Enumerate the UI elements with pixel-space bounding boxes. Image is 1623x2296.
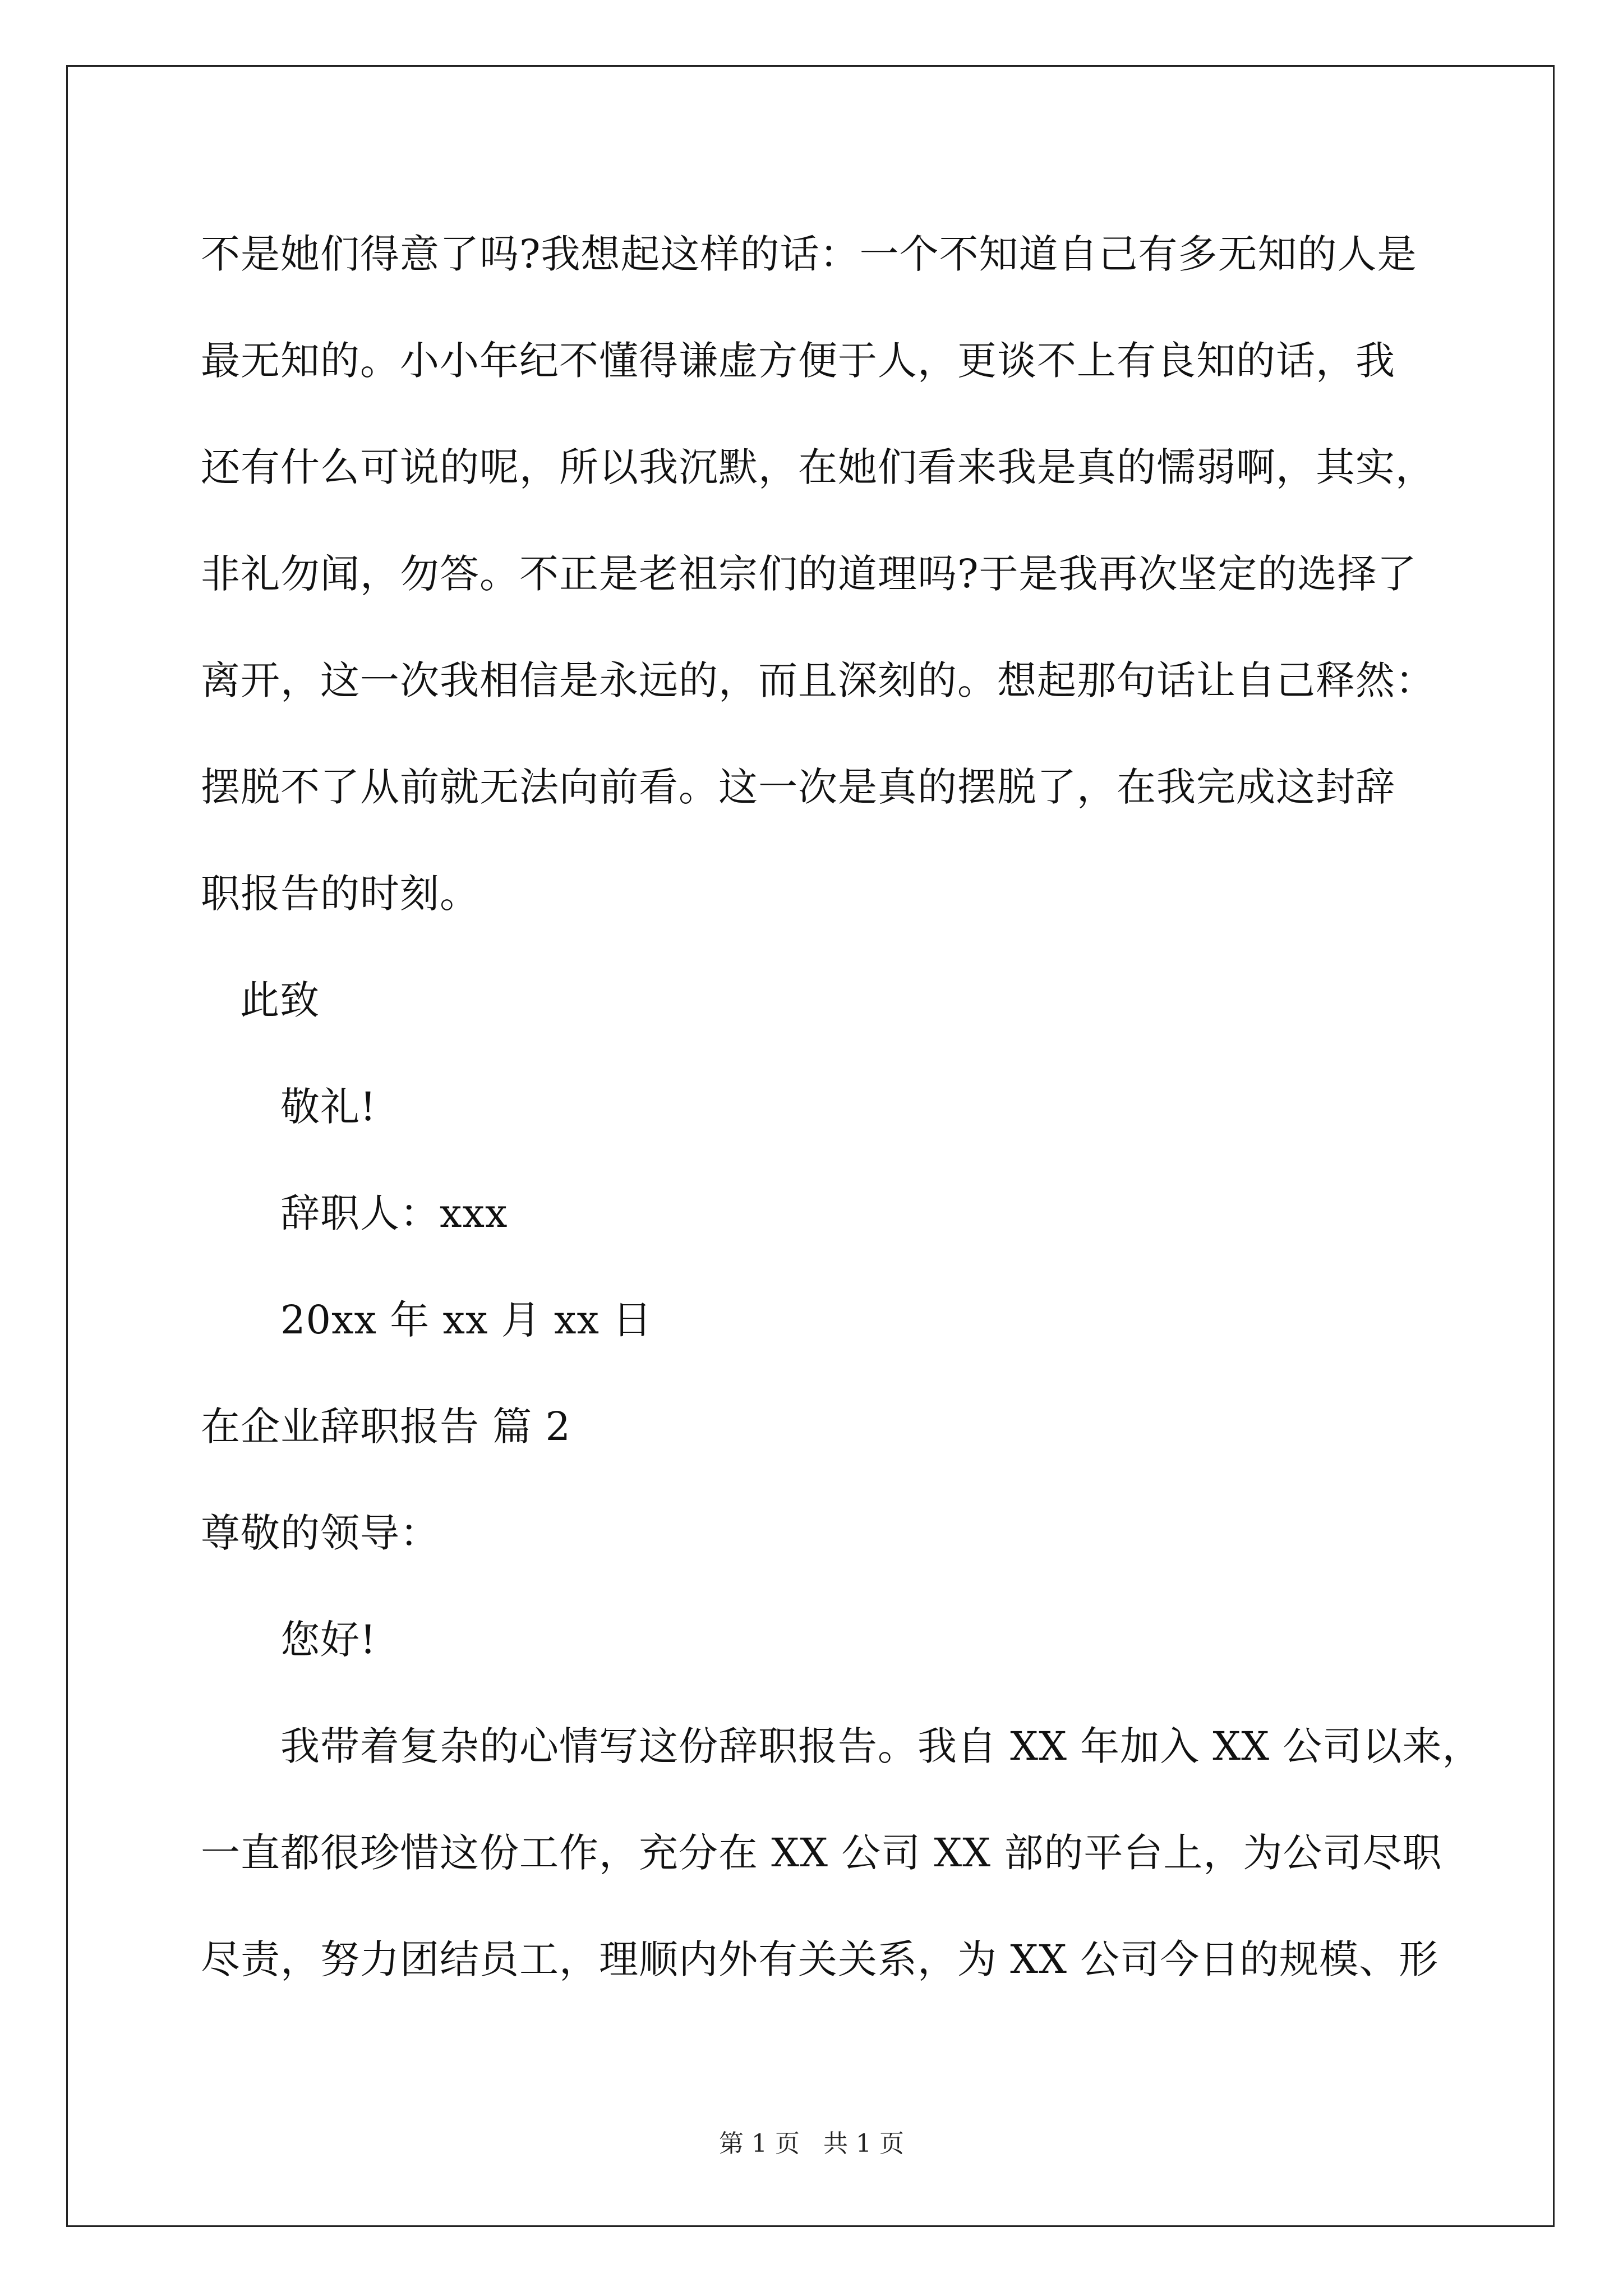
greeting: 您好! [280, 1617, 377, 1663]
body-text-line: 还有什么可说的呢，所以我沉默，在她们看来我是真的懦弱啊，其实， [201, 444, 1435, 490]
body-text-line: 最无知的。小小年纪不懂得谦虚方便于人，更谈不上有良知的话，我 [201, 338, 1395, 384]
closing-salutation: 此致 [240, 977, 320, 1023]
body-text-line: 我带着复杂的心情写这份辞职报告。我自 XX 年加入 XX 公司以来， [280, 1723, 1482, 1769]
page-number-footer: 第 1 页 共 1 页 [719, 2129, 904, 2158]
section-heading: 在企业辞职报告 篇 2 [201, 1404, 571, 1450]
body-text-line: 非礼勿闻，勿答。不正是老祖宗们的道理吗?于是我再次坚定的选择了 [201, 551, 1417, 597]
signature-line: 辞职人：xxx [280, 1190, 508, 1236]
page-border [66, 65, 1555, 2227]
body-text-line: 离开，这一次我相信是永远的，而且深刻的。想起那句话让自己释然： [201, 657, 1435, 703]
date-line: 20xx 年 xx 月 xx 日 [280, 1297, 653, 1343]
body-text-line: 不是她们得意了吗?我想起这样的话：一个不知道自己有多无知的人是 [201, 231, 1417, 277]
body-text-line: 摆脱不了从前就无法向前看。这一次是真的摆脱了，在我完成这封辞 [201, 764, 1395, 810]
body-text-line: 尽责，努力团结员工，理顺内外有关关系，为 XX 公司今日的规模、形 [201, 1936, 1439, 1982]
closing-regards: 敬礼! [280, 1084, 377, 1130]
body-text-line: 职报告的时刻。 [201, 871, 479, 917]
letter-salutation: 尊敬的领导： [201, 1510, 440, 1556]
body-text-line: 一直都很珍惜这份工作，充分在 XX 公司 XX 部的平台上，为公司尽职 [201, 1830, 1442, 1876]
